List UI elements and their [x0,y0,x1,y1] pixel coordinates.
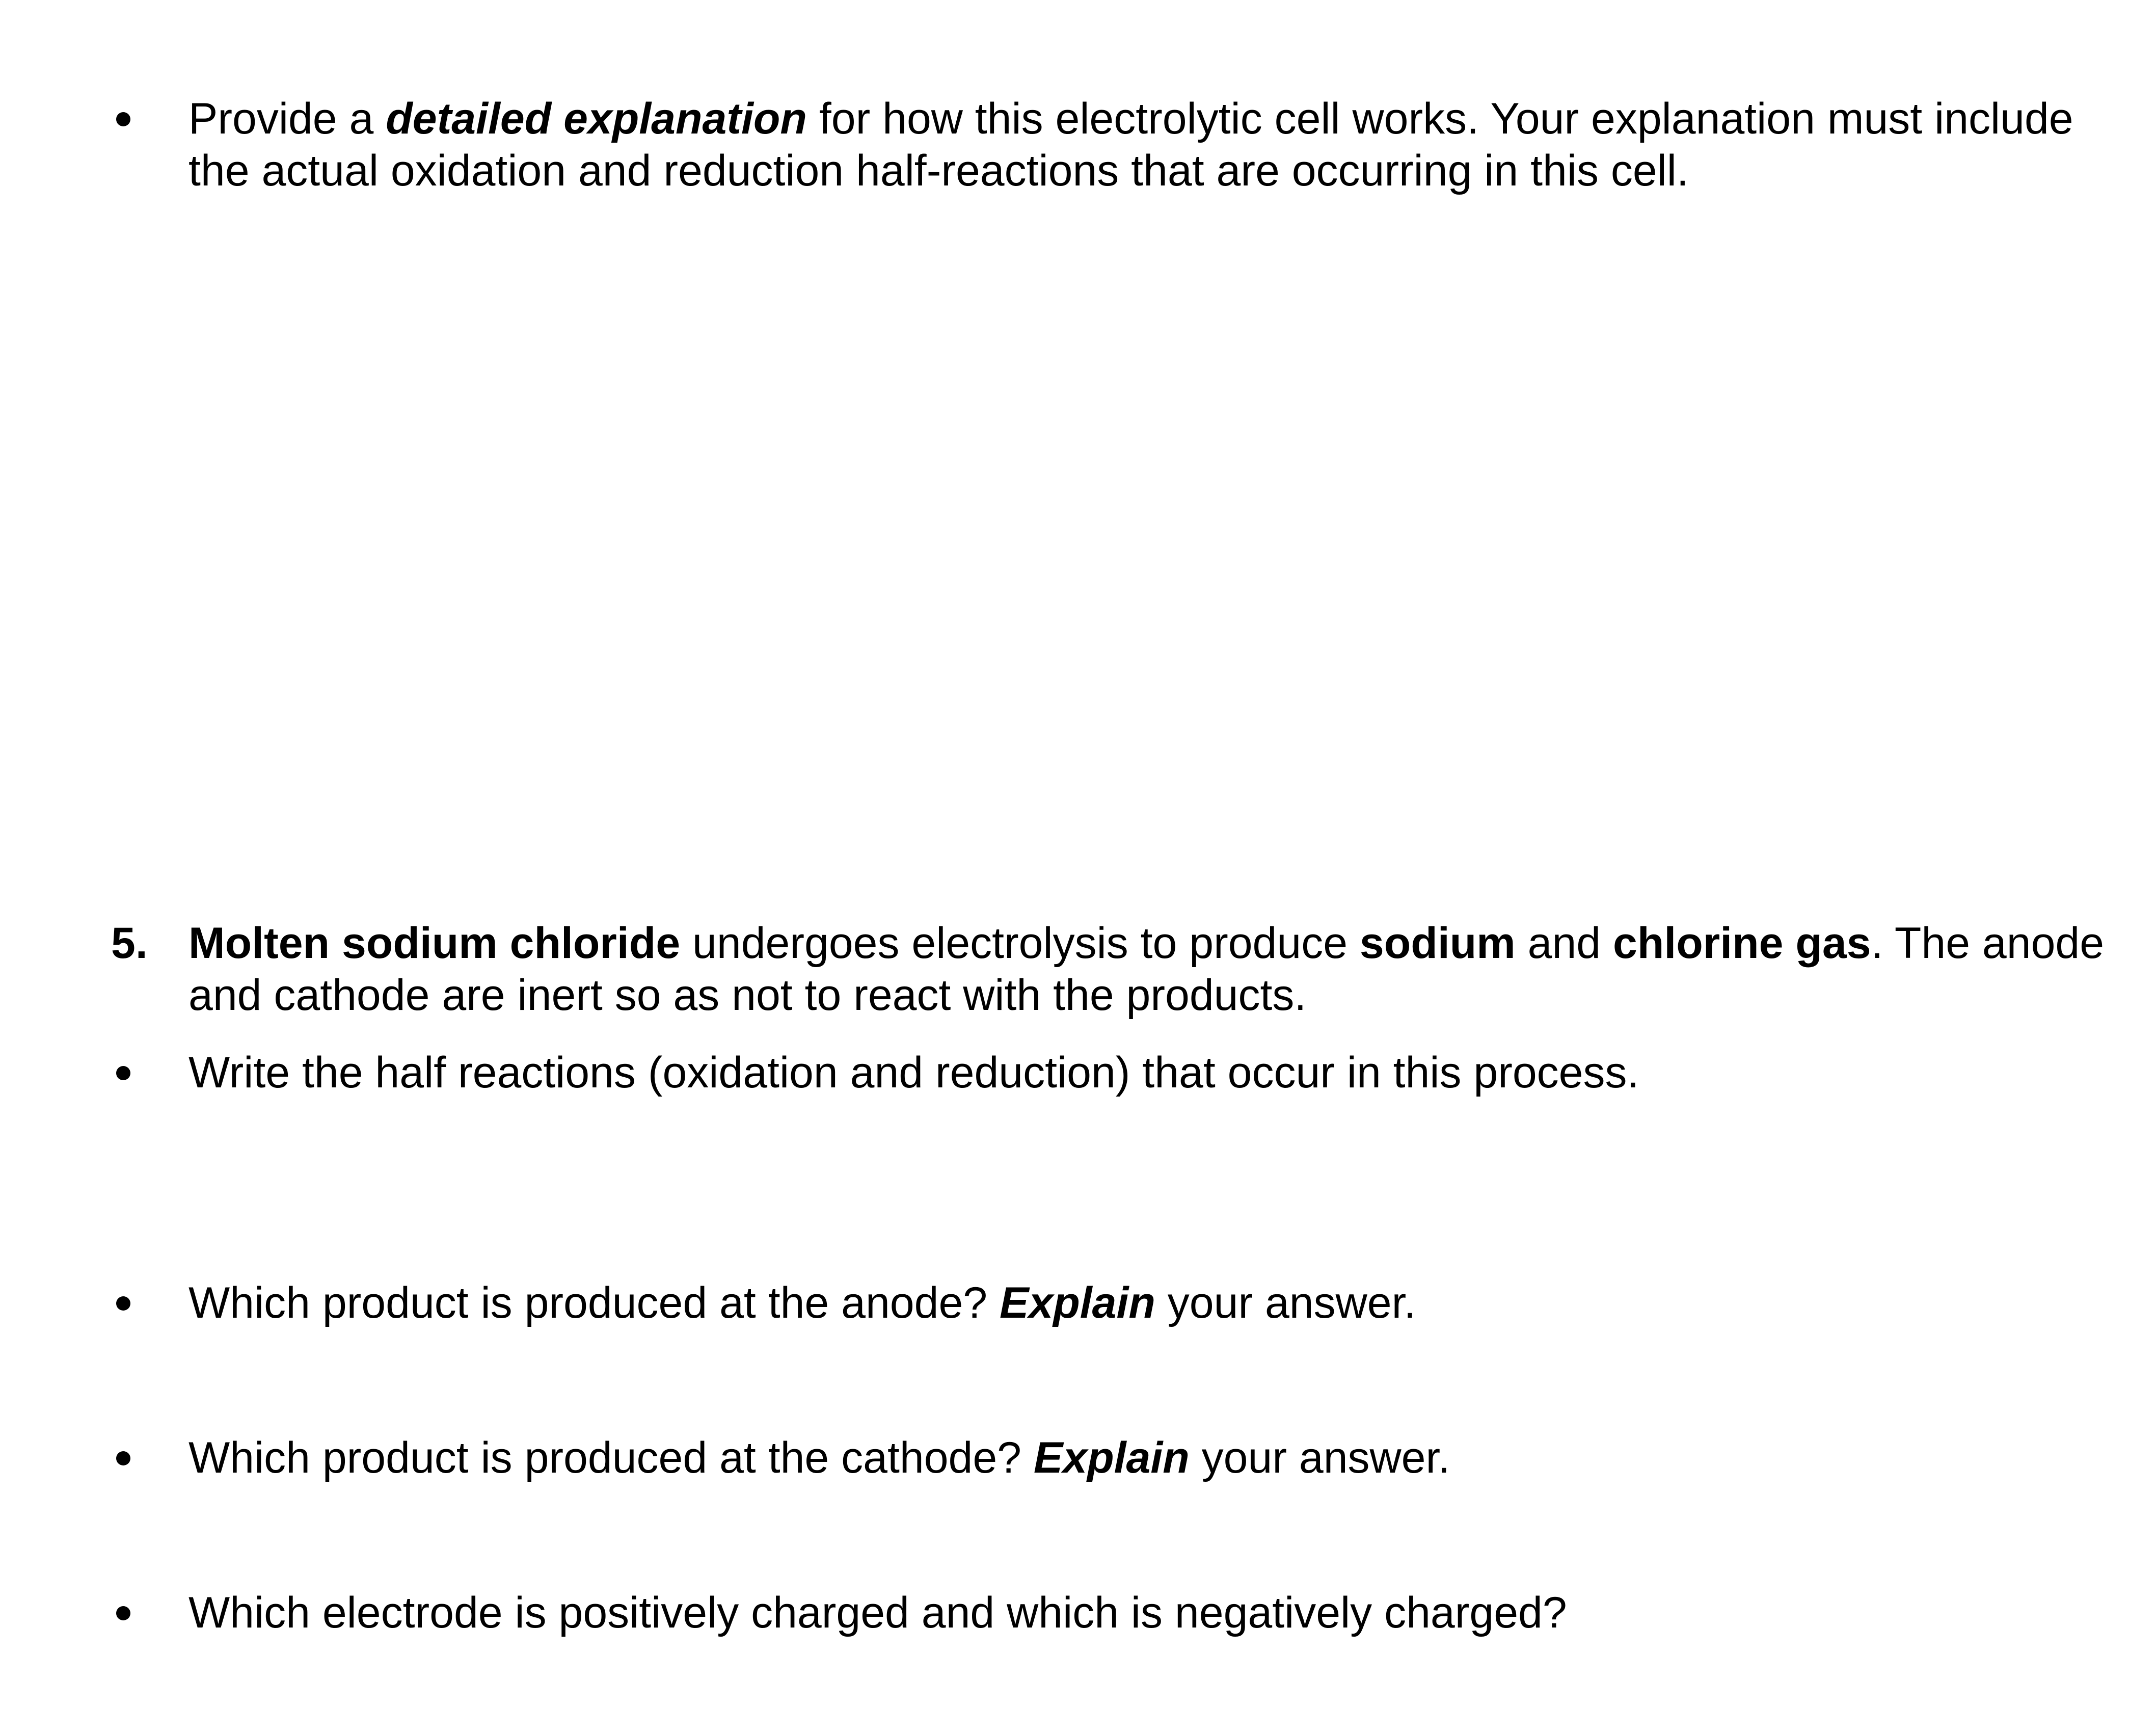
bold-text: chlorine gas [1613,919,1871,968]
bullet-marker [116,1451,130,1465]
question-line: the actual oxidation and reduction half-reactions that are occurring in this cell. [188,146,1689,195]
question-line [188,917,2105,969]
emphasis-text: detailed explanation [386,94,807,143]
question-text [188,917,2105,1021]
bullet-marker [116,1606,130,1620]
text-run: for how this electrolytic cell works. Your explanation must include [806,94,2073,143]
question-text [188,1432,2084,1484]
question-text [188,1047,2084,1099]
question-line: Which electrode is positively charged and which is negatively charged? [188,1588,1567,1637]
question-line: Write the half reactions (oxidation and reduction) that occur in this process. [188,1048,1639,1097]
text-run: Which product is produced at the cathode? [188,1433,1034,1482]
question-line: and cathode are inert so as not to react with the products. [188,971,1307,1020]
bullet-marker [116,112,130,126]
text-run: your answer. [1155,1278,1416,1327]
question-number: 5. [111,919,148,968]
bold-text: sodium [1359,919,1516,968]
bullet-marker [116,1066,130,1080]
question-text [188,1277,2084,1329]
question-line [188,1432,2084,1484]
question-text [188,93,2084,197]
text-run: your answer. [1189,1433,1450,1482]
question-text [188,1587,2084,1639]
question-line [188,93,2084,145]
text-run: Provide a [188,94,386,143]
text-run: . The anode [1871,919,2105,968]
bold-text: Molten sodium chloride [188,919,681,968]
text-run: Which product is produced at the anode? [188,1278,1000,1327]
text-run: undergoes electrolysis to produce [680,919,1360,968]
emphasis-text: Explain [1000,1278,1155,1327]
question-line [188,1277,2084,1329]
bullet-marker [116,1296,130,1311]
emphasis-text: Explain [1033,1433,1190,1482]
text-run: and [1515,919,1613,968]
